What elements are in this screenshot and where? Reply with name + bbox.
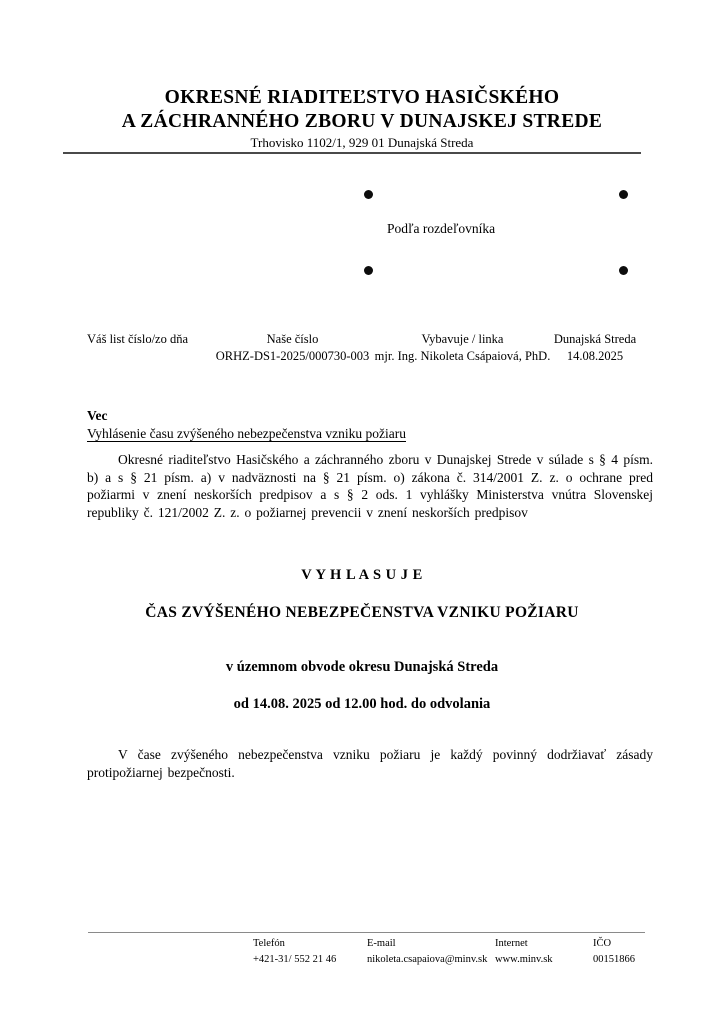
body-paragraph-obligation: V čase zvýšeného nebezpečenstva vzniku požiaru je každý povinný dodržiavať zásady protipožiarnej bezpečnosti. [87,747,653,780]
fold-mark-dot-bottom-right [619,266,628,275]
footer-label-internet: Internet [495,938,528,949]
fold-mark-dot-bottom-left [364,266,373,275]
reference-label-your-letter: Váš list číslo/zo dňa [87,332,189,346]
footer-value-email: nikoleta.csapaiova@minv.sk [367,953,488,965]
fold-mark-dot-top-left [364,190,373,199]
footer-col-ico [593,936,635,967]
reference-value-handled-by: mjr. Ing. Nikoleta Csápaiová, PhD. [374,349,551,363]
org-address: Trhovisko 1102/1, 929 01 Dunajská Streda [250,135,474,150]
reference-label-our-number: Naše číslo [266,332,319,346]
footer-col-email [367,936,487,967]
footer-value-ico: 00151866 [593,953,635,965]
reference-label-place: Dunajská Streda [553,332,637,346]
org-title-line2: A ZÁCHRANNÉHO ZBORU V DUNAJSKEJ STREDE [121,110,603,132]
reference-value-our-number: ORHZ-DS1-2025/000730-003 [215,349,370,363]
reference-label-handled-by: Vybavuje / linka [421,332,504,346]
org-title-line1: OKRESNÉ RIADITEĽSTVO HASIČSKÉHO [164,87,560,108]
declaration-heading: V Y H L A S U J E [301,567,423,583]
footer-label-phone: Telefón [253,938,285,949]
reference-value-date: 14.08.2025 [566,349,624,363]
period-heading: od 14.08. 2025 od 12.00 hod. do odvolania [233,696,491,712]
territory-heading: v územnom obvode okresu Dunajská Streda [225,659,499,675]
declaration-subject-heading: ČAS ZVÝŠENÉHO NEBEZPEČENSTVA VZNIKU POŽIARU [145,604,579,621]
footer-col-phone [253,936,336,967]
footer-divider [88,932,645,933]
recipient-line: Podľa rozdeľovníka [387,221,496,236]
reference-col-your-letter [87,331,188,348]
reference-col-place-date [520,331,670,365]
reference-col-our-number [200,331,385,365]
body-paragraph-legal-basis: Okresné riaditeľstvo Hasičského a záchranného zboru v Dunajskej Strede v súlade s § 4 písm. b) a s § 21 písm. a) v nadväznosti na § 21 písm. o) zákona č. 314/2001 Z. z. o ochrane pred požiarmi v znení neskorších predpisov a s § 2 ods. 1 vyhlášky Ministerstva vnútra Slovenskej republiky č. 121/2002 Z. z. o požiarnej prevencii v znení neskorších predpisov [87,452,653,521]
footer-value-phone: +421-31/ 552 21 46 [253,953,337,965]
footer-col-internet [495,936,553,967]
footer-label-email: E-mail [367,938,396,949]
org-title [0,86,724,133]
subject-heading: Vec [87,408,108,423]
subject-text: Vyhlásenie času zvýšeného nebezpečenstva vzniku požiaru [87,426,406,441]
footer-value-internet: www.minv.sk [495,953,553,965]
fold-mark-dot-top-right [619,190,628,199]
footer-label-ico: IČO [593,938,612,949]
header-divider [63,152,641,154]
